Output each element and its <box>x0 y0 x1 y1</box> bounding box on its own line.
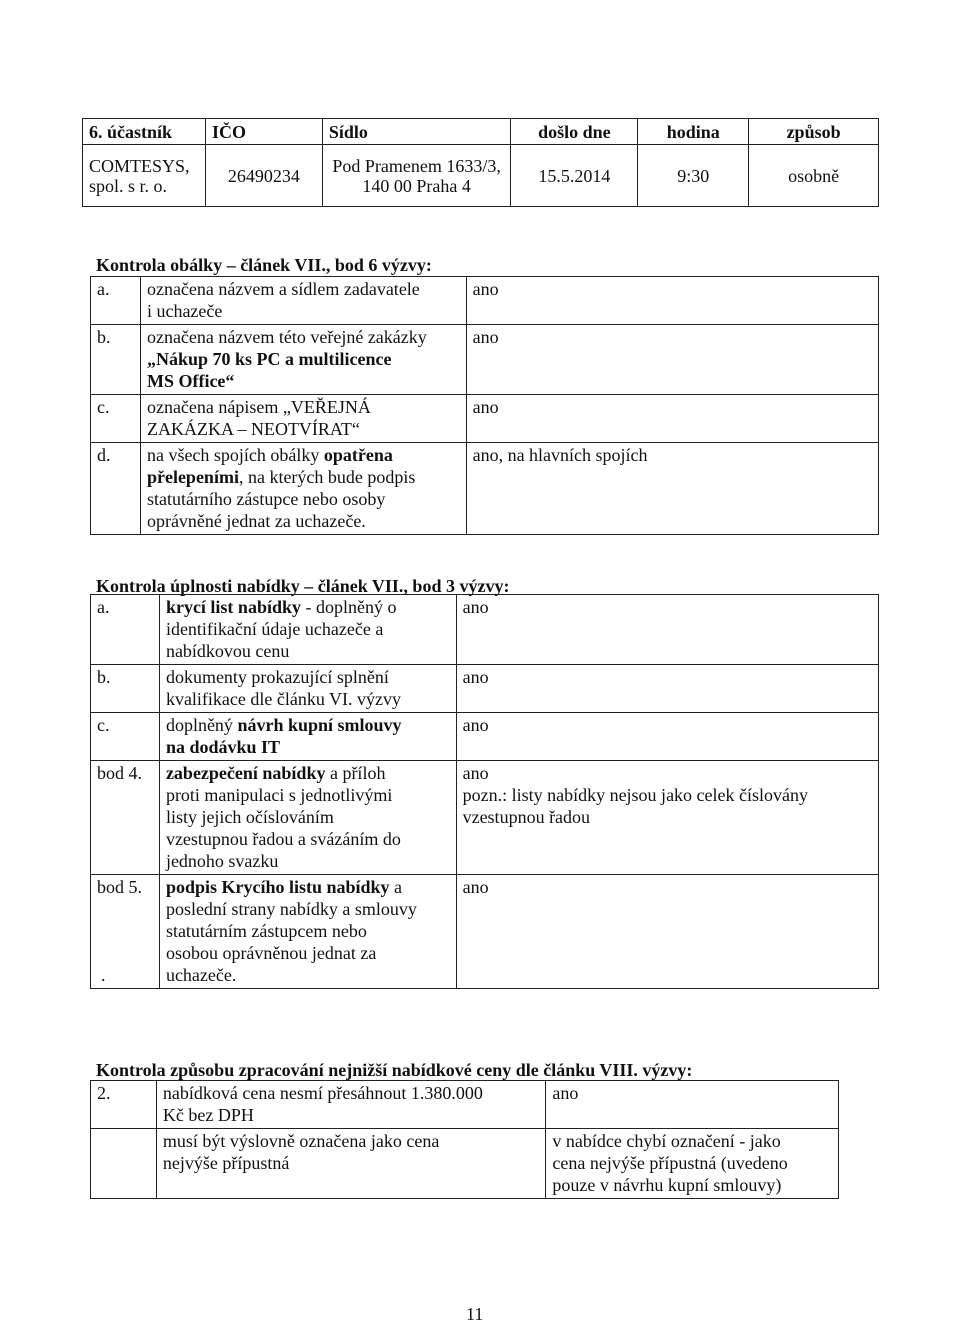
text-line: oprávněné jednat za uchazeče. <box>146 511 366 531</box>
envelope-check-heading: Kontrola obálky – článek VII., bod 6 výzvy: <box>96 255 432 275</box>
text-fragment: na všech spojích obálky <box>146 445 324 465</box>
col-header-zpusob: způsob <box>749 119 879 145</box>
cell-sidlo <box>322 145 511 207</box>
row-text <box>140 277 466 325</box>
text-line: ZAKÁZKA – NEOTVÍRAT“ <box>146 419 360 439</box>
ucastnik-name: COMTESYS, <box>89 155 190 176</box>
text-fragment: a <box>389 877 403 897</box>
text-line: musí být výslovně označena jako cena <box>162 1131 440 1151</box>
completeness-check-heading: Kontrola úplnosti nabídky – článek VII., bod 3 výzvy: <box>96 576 510 596</box>
row-value: ano <box>456 665 878 713</box>
text-fragment: doplněný <box>165 715 238 735</box>
cell-ucastnik <box>83 145 206 207</box>
price-row-1 <box>91 1081 839 1129</box>
text-line: listy jejich očíslováním <box>165 807 334 827</box>
text-line: uchazeče. <box>165 965 237 985</box>
text-bold: opatřena <box>323 445 393 465</box>
cell-doslo: 15.5.2014 <box>511 145 638 207</box>
sidlo-street: Pod Pramenem 1633/3, <box>332 155 501 176</box>
row-value: ano <box>466 325 878 395</box>
text-bold: návrh kupní smlouvy <box>237 715 402 735</box>
text-fragment: a příloh <box>325 763 386 783</box>
price-check-heading: Kontrola způsobu zpracování nejnižší nabídkové ceny dle článku VIII. výzvy: <box>96 1060 693 1080</box>
row-value: ano <box>546 1081 839 1129</box>
row-letter: 2. <box>91 1081 157 1129</box>
dot-mark: . <box>101 965 106 985</box>
text-line: nabídková cena nesmí přesáhnout 1.380.000 <box>162 1083 483 1103</box>
row-letter: a. <box>91 595 160 665</box>
text-line: vzestupnou řadou a svázáním do <box>165 829 401 849</box>
row-letter: c. <box>91 713 160 761</box>
ucastnik-form: spol. s r. o. <box>89 175 168 196</box>
participant-header-row <box>83 119 879 145</box>
row-value: ano, na hlavních spojích <box>466 443 878 535</box>
envelope-row-c <box>91 395 879 443</box>
row-text <box>159 761 456 875</box>
row-text <box>156 1081 545 1129</box>
text-line: i uchazeče <box>146 301 223 321</box>
note-line: pozn.: listy nabídky nejsou jako celek číslovány <box>462 785 809 805</box>
row-text <box>159 595 456 665</box>
row-letter <box>91 875 160 989</box>
row-value: ano <box>466 277 878 325</box>
text-bold: zabezpečení nabídky <box>165 763 326 783</box>
row-letter: d. <box>91 443 141 535</box>
text-bold: podpis Krycího listu nabídky <box>165 877 390 897</box>
cell-zpusob: osobně <box>749 145 879 207</box>
col-header-sidlo: Sídlo <box>322 119 511 145</box>
row-letter <box>91 1129 157 1199</box>
participant-table <box>82 118 879 207</box>
price-check-table <box>90 1080 839 1199</box>
row-letter: bod 4. <box>91 761 160 875</box>
text-line <box>166 876 450 898</box>
value-line: pouze v návrhu kupní smlouvy) <box>552 1175 782 1195</box>
envelope-check-table <box>90 276 879 535</box>
text-line <box>166 714 450 736</box>
note-line: vzestupnou řadou <box>462 807 591 827</box>
completeness-row-bod4 <box>91 761 879 875</box>
row-text <box>140 443 466 535</box>
text-fragment: - doplněný o <box>300 597 397 617</box>
completeness-row-b <box>91 665 879 713</box>
row-text <box>140 325 466 395</box>
completeness-row-c <box>91 713 879 761</box>
envelope-row-a <box>91 277 879 325</box>
row-text <box>156 1129 545 1199</box>
row-value: ano <box>456 713 878 761</box>
price-row-2 <box>91 1129 839 1199</box>
letter-text: bod 5. <box>97 877 142 897</box>
text-line: označena názvem a sídlem zadavatele <box>146 279 420 299</box>
row-text <box>159 713 456 761</box>
row-text <box>159 875 456 989</box>
text-line: jednoho svazku <box>165 851 279 871</box>
row-value: ano <box>466 395 878 443</box>
text-bold: krycí list nabídky <box>165 597 301 617</box>
cell-ico: 26490234 <box>205 145 322 207</box>
col-header-ucastnik: 6. účastník <box>83 119 206 145</box>
text-line <box>166 596 450 618</box>
value-line: cena nejvýše přípustná (uvedeno <box>552 1153 788 1173</box>
row-value: ano <box>456 875 878 989</box>
envelope-row-d <box>91 443 879 535</box>
text-line <box>147 466 460 488</box>
text-line: nejvýše přípustná <box>162 1153 290 1173</box>
sidlo-city: 140 00 Praha 4 <box>362 175 471 196</box>
col-header-doslo: došlo dne <box>511 119 638 145</box>
col-header-ico: IČO <box>205 119 322 145</box>
text-line: „Nákup 70 ks PC a multilicence <box>146 349 392 369</box>
completeness-row-bod5 <box>91 875 879 989</box>
cell-hodina: 9:30 <box>638 145 749 207</box>
value-line: v nabídce chybí označení - jako <box>552 1131 781 1151</box>
text-line: osobou oprávněnou jednat za <box>165 943 377 963</box>
page-number: 11 <box>466 1304 484 1324</box>
completeness-row-a <box>91 595 879 665</box>
text-line: na dodávku IT <box>165 737 281 757</box>
text-fragment: , na kterých bude podpis <box>238 467 416 487</box>
text-line <box>147 444 460 466</box>
text-line: proti manipulaci s jednotlivými <box>165 785 393 805</box>
text-line: kvalifikace dle článku VI. výzvy <box>165 689 402 709</box>
row-value <box>456 761 878 875</box>
envelope-row-b <box>91 325 879 395</box>
text-line: statutárního zástupce nebo osoby <box>146 489 386 509</box>
row-text <box>140 395 466 443</box>
text-line: MS Office“ <box>146 371 235 391</box>
text-line: označena nápisem „VEŘEJNÁ <box>146 397 371 417</box>
text-line: nabídkovou cenu <box>165 641 290 661</box>
completeness-check-table <box>90 594 879 989</box>
text-line: poslední strany nabídky a smlouvy <box>165 899 417 919</box>
row-value <box>546 1129 839 1199</box>
row-text <box>159 665 456 713</box>
text-line: Kč bez DPH <box>162 1105 254 1125</box>
row-value: ano <box>456 595 878 665</box>
text-line: dokumenty prokazující splnění <box>165 667 389 687</box>
col-header-hodina: hodina <box>638 119 749 145</box>
row-letter: a. <box>91 277 141 325</box>
row-letter: b. <box>91 665 160 713</box>
participant-row <box>83 145 879 207</box>
row-letter: c. <box>91 395 141 443</box>
text-line <box>166 762 450 784</box>
value-line: ano <box>462 763 489 783</box>
text-line: statutárním zástupcem nebo <box>165 921 367 941</box>
text-line: označena názvem této veřejné zakázky <box>146 327 427 347</box>
text-bold: přelepeními <box>146 467 239 487</box>
row-letter: b. <box>91 325 141 395</box>
text-line: identifikační údaje uchazeče a <box>165 619 384 639</box>
